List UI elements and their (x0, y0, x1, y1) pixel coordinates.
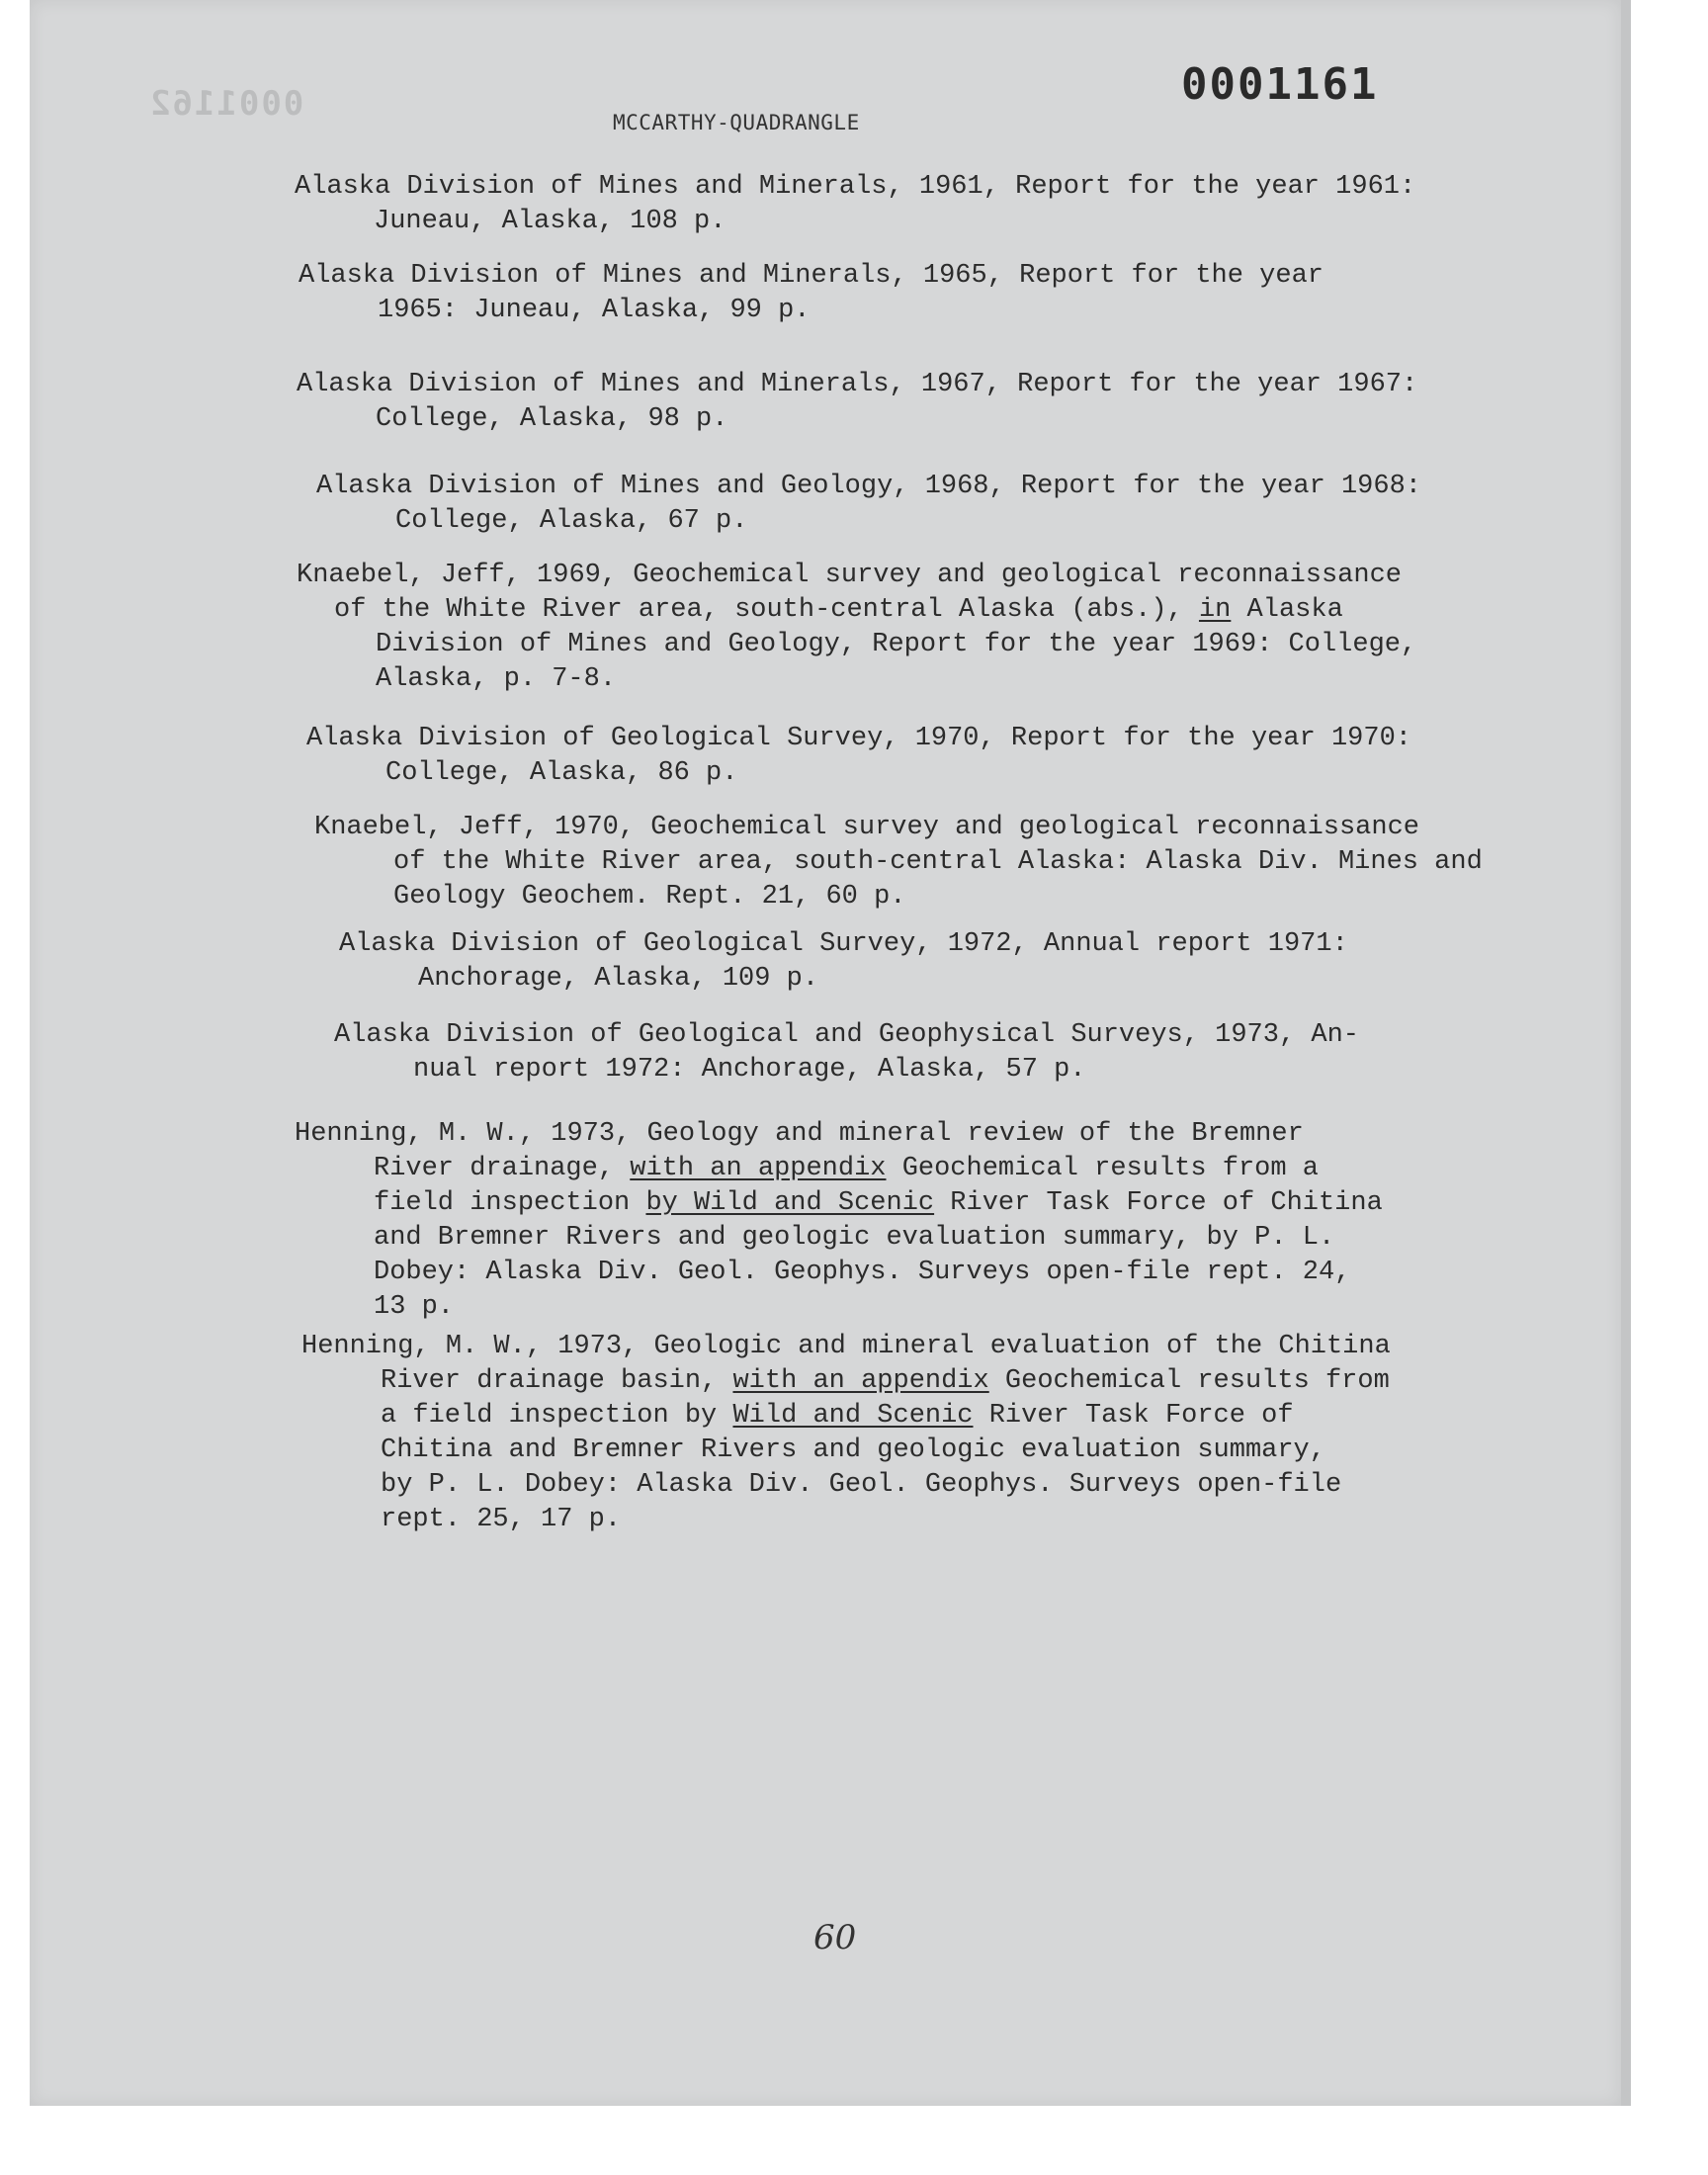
reference-entry (299, 259, 1324, 328)
reference-entry (295, 170, 1415, 239)
reference-entry (339, 927, 1348, 997)
ghost-document-number: 0001162 (148, 84, 304, 124)
reference-entry (301, 1330, 1391, 1537)
document-number-stamp: 0001161 (1181, 59, 1379, 110)
reference-entry (316, 470, 1421, 539)
reference-line: Henning, M. W., 1973, Geology and mineral review of the Bremner (295, 1119, 1304, 1149)
reference-line: of the White River area, south-central Alaska: Alaska Div. Mines and (393, 847, 1483, 877)
reference-line: Dobey: Alaska Div. Geol. Geophys. Surveys open-file rept. 24, (374, 1258, 1351, 1287)
reference-line: Chitina and Bremner Rivers and geologic evaluation summary, (381, 1436, 1325, 1465)
reference-line: 1965: Juneau, Alaska, 99 p. (378, 296, 811, 325)
reference-line: field inspection by Wild and Scenic River Task Force of Chitina (374, 1188, 1383, 1218)
reference-line: 13 p. (374, 1292, 455, 1322)
page-heading: MCCARTHY-QUADRANGLE (613, 111, 860, 134)
reference-entry (297, 559, 1416, 697)
reference-line: River drainage, with an appendix Geochemical results from a (374, 1154, 1319, 1183)
reference-line: Alaska Division of Geological Survey, 1972, Annual report 1971: (339, 929, 1348, 959)
reference-line: a field inspection by Wild and Scenic River Task Force of (381, 1401, 1294, 1431)
reference-line: rept. 25, 17 p. (381, 1505, 622, 1534)
page-edge (1621, 0, 1631, 2106)
reference-line: Juneau, Alaska, 108 p. (374, 207, 726, 236)
reference-line: Alaska Division of Mines and Minerals, 1967, Report for the year 1967: (297, 370, 1418, 399)
reference-line: Alaska, p. 7-8. (376, 664, 617, 694)
underlined-text: with an appendix (630, 1154, 887, 1183)
reference-line: Alaska Division of Mines and Geology, 1968, Report for the year 1968: (316, 472, 1421, 501)
reference-entry (295, 1117, 1383, 1325)
reference-line: Knaebel, Jeff, 1970, Geochemical survey and geological reconnaissance (314, 813, 1419, 842)
underlined-text: Wild and Scenic (732, 1401, 974, 1431)
reference-line: College, Alaska, 98 p. (376, 404, 728, 434)
reference-line: by P. L. Dobey: Alaska Div. Geol. Geophys. Surveys open-file (381, 1470, 1342, 1500)
reference-line: Henning, M. W., 1973, Geologic and mineral evaluation of the Chitina (301, 1332, 1391, 1361)
reference-entry (314, 811, 1483, 914)
reference-line: Alaska Division of Geological and Geophysical Surveys, 1973, An- (334, 1020, 1359, 1050)
reference-line: Geology Geochem. Rept. 21, 60 p. (393, 882, 906, 912)
reference-line: of the White River area, south-central Alaska (abs.), in Alaska (334, 595, 1343, 625)
reference-line: nual report 1972: Anchorage, Alaska, 57 p. (413, 1055, 1086, 1085)
reference-line: River drainage basin, with an appendix Geochemical results from (381, 1366, 1390, 1396)
page-number: 60 (813, 1918, 857, 1958)
reference-line: Anchorage, Alaska, 109 p. (418, 964, 819, 994)
reference-entry (306, 722, 1411, 791)
reference-line: and Bremner Rivers and geologic evaluation summary, by P. L. (374, 1223, 1335, 1253)
reference-line: College, Alaska, 67 p. (395, 506, 748, 536)
underlined-text: in (1198, 595, 1232, 625)
underlined-text: with an appendix (732, 1366, 989, 1396)
reference-line: College, Alaska, 86 p. (385, 758, 738, 788)
reference-entry (297, 368, 1417, 437)
reference-line: Division of Mines and Geology, Report for the year 1969: College, (376, 630, 1417, 659)
reference-line: Alaska Division of Mines and Minerals, 1965, Report for the year (299, 261, 1324, 291)
reference-line: Knaebel, Jeff, 1969, Geochemical survey and geological reconnaissance (297, 561, 1402, 590)
reference-entry (334, 1018, 1359, 1088)
reference-line: Alaska Division of Geological Survey, 1970, Report for the year 1970: (306, 724, 1411, 753)
reference-line: Alaska Division of Mines and Minerals, 1961, Report for the year 1961: (295, 172, 1416, 202)
underlined-text: by Wild and Scenic (645, 1188, 935, 1218)
